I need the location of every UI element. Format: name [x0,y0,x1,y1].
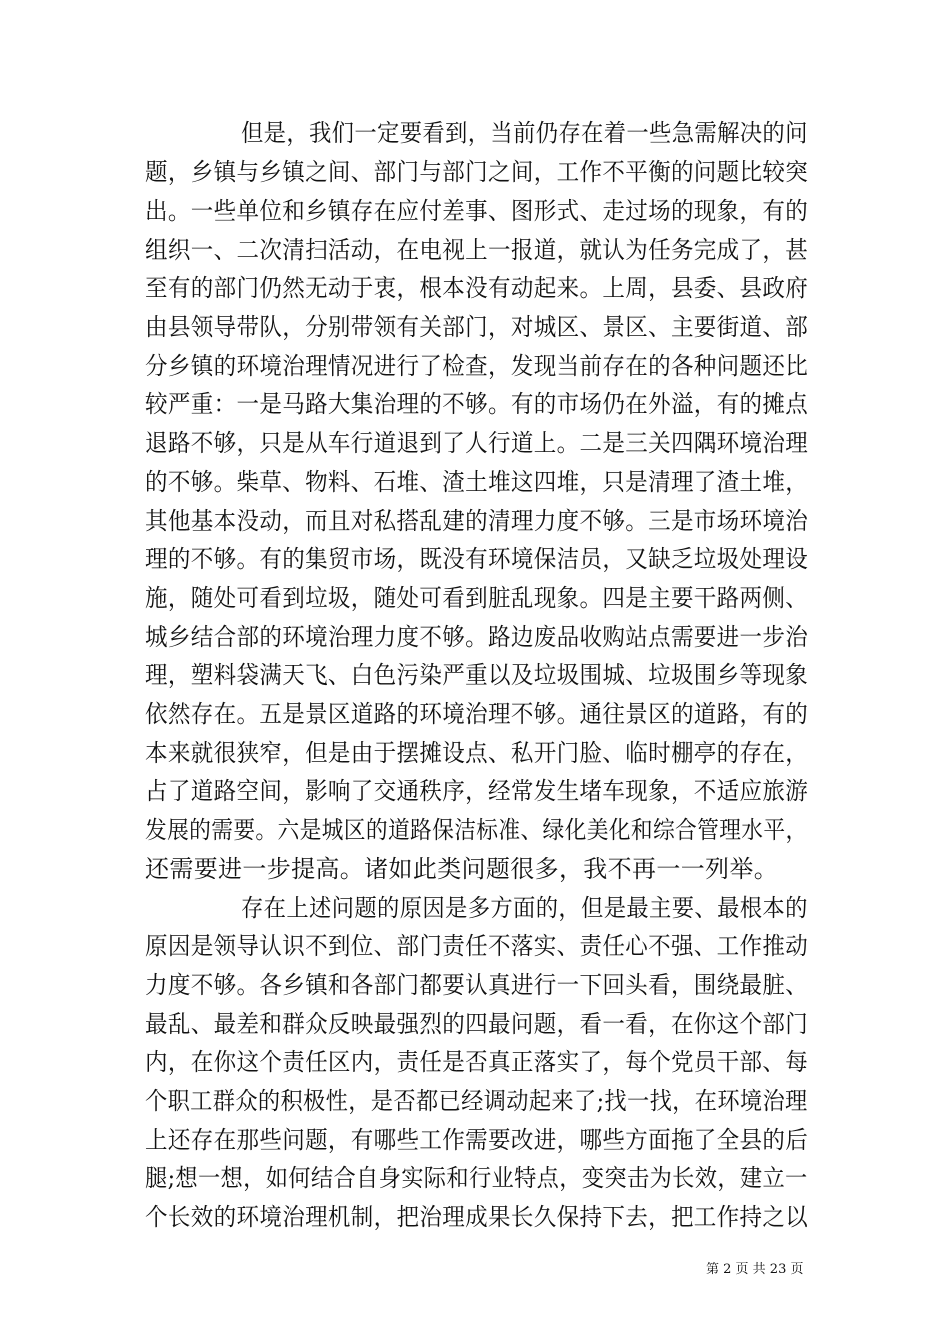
text-line: 还需要进一步提高。诸如此类问题很多，我不再一一列举。 [145,855,779,883]
text-line: 存在上述问题的原因是多方面的，但是最主要、最根本的 [241,894,808,922]
text-line: 退路不够，只是从车行道退到了人行道上。二是三关四隅环境治理 [145,429,809,457]
text-line: 原因是领导认识不到位、部门责任不落实、责任心不强、工作推动 [145,932,809,960]
text-line: 施，随处可看到垃圾，随处可看到脏乱现象。四是主要干路两侧、 [145,584,809,612]
text-line: 城乡结合部的环境治理力度不够。路边废品收购站点需要进一步治 [145,623,809,651]
page-number-footer: 第 2 页 共 23 页 [706,1262,804,1277]
text-line: 发展的需要。六是城区的道路保洁标准、绿化美化和综合管理水平， [145,816,808,844]
text-line: 个长效的环境治理机制，把治理成果长久保持下去，把工作持之以 [145,1203,809,1231]
text-line: 分乡镇的环境治理情况进行了检查，发现当前存在的各种问题还比 [145,352,809,380]
text-line: 上还存在那些问题，有哪些工作需要改进，哪些方面拖了全县的后 [145,1126,809,1154]
text-line: 较严重：一是马路大集治理的不够。有的市场仍在外溢，有的摊点 [145,390,809,418]
text-line: 其他基本没动，而且对私搭乱建的清理力度不够。三是市场环境治 [145,507,809,535]
text-line: 理的不够。有的集贸市场，既没有环境保洁员，又缺乏垃圾处理设 [145,545,809,573]
text-line: 内，在你这个责任区内，责任是否真正落实了，每个党员干部、每 [145,1048,809,1076]
text-line: 占了道路空间，影响了交通秩序，经常发生堵车现象，不适应旅游 [145,777,809,805]
text-line: 组织一、二次清扫活动，在电视上一报道，就认为任务完成了，甚 [145,236,809,264]
text-line: 但是，我们一定要看到，当前仍存在着一些急需解决的问 [241,119,808,147]
text-line: 依然存在。五是景区道路的环境治理不够。通往景区的道路，有的 [145,700,809,728]
text-line: 的不够。柴草、物料、石堆、渣土堆这四堆，只是清理了渣土堆， [145,468,809,496]
text-line: 腿;想一想，如何结合自身实际和行业特点，变突击为长效，建立一 [145,1164,808,1192]
text-line: 至有的部门仍然无动于衷，根本没有动起来。上周，县委、县政府 [145,274,809,302]
text-line: 本来就很狭窄，但是由于摆摊设点、私开门脸、临时棚亭的存在， [145,739,809,767]
text-line: 题，乡镇与乡镇之间、部门与部门之间，工作不平衡的问题比较突 [145,158,809,186]
text-line: 力度不够。各乡镇和各部门都要认真进行一下回头看，围绕最脏、 [145,971,809,999]
text-line: 最乱、最差和群众反映最强烈的四最问题，看一看，在你这个部门 [145,1010,809,1038]
text-line: 由县领导带队，分别带领有关部门，对城区、景区、主要街道、部 [145,313,809,341]
text-line: 出。一些单位和乡镇存在应付差事、图形式、走过场的现象，有的 [145,197,809,225]
text-line: 理，塑料袋满天飞、白色污染严重以及垃圾围城、垃圾围乡等现象 [145,661,809,689]
text-line: 个职工群众的积极性，是否都已经调动起来了;找一找，在环境治理 [145,1087,808,1115]
